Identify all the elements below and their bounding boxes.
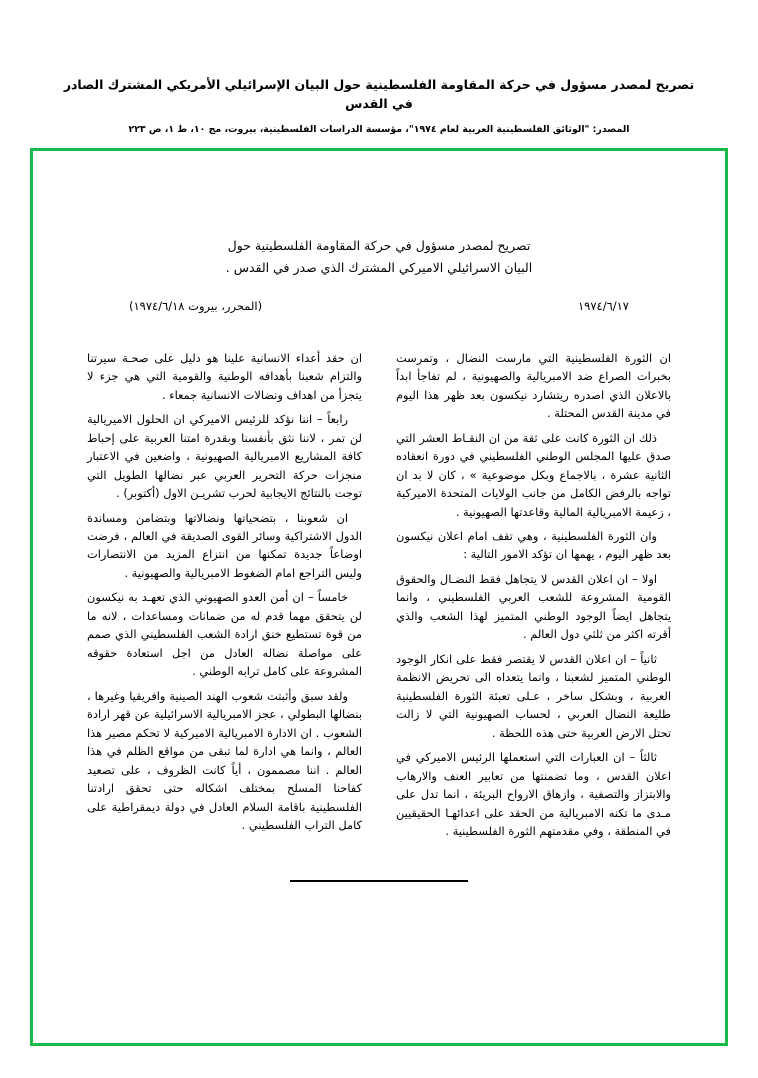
paragraph: ثالثاً – ان العبارات التي استعملها الرئيس الاميركي في اعلان القدس ، وما تضمنتها من تعابير العنف والارهاب والابتزاز والتصفية ، وازهاق الارواح البريئة ، انما تدل على مـدى ما تكنه الامبريالية من الحقد على اعدائهـا الحقيقيين في المنطقة ، وفي مقدمتهم الثورة الفلسطينية .	[396, 750, 671, 838]
column-right	[396, 349, 671, 847]
paragraph: ان حقد أعداء الانسانية علينا هو دليل على صحـة سيرتنا والتزام شعبنا بأهدافه الوطنية والقومية التي هي جزء لا يتجزأ من اهداف ونضالات الانسانية جمعاء .	[87, 350, 362, 402]
two-column-layout	[87, 349, 671, 847]
document-source-line: المصدر: "الوثائق الفلسطينية العربية لعام ١٩٧٤"، مؤسسة الدراسات الفلسطينية، بيروت، مج ١٠، ط ١، ص ٢٢٣	[128, 123, 630, 135]
paragraph: ان الثورة الفلسطينية التي مارست النضال ، وتمرست بخبرات الصراع ضد الامبريالية والصهيونية ، لم تفاجأ ابداً بالاعلان الذي اصدره ريتشارد نيكسون بعد ظهر هذا اليوم في مدينة القدس المحتلة .	[396, 350, 671, 421]
paragraph: وان الثورة الفلسطينية ، وهي تقف امام اعلان نيكسون بعد ظهر اليوم ، يهمها ان تؤكد الامور التالية :	[396, 528, 671, 562]
article-date: ١٩٧٤/٦/١٧	[578, 298, 629, 313]
article-title	[186, 235, 571, 279]
paragraph: رابعاً – اننا نؤكد للرئيس الاميركي ان الحلول الاميريالية لن تمر ، لاننا نثق بأنفسنا وبقدرة امتنا العربية على إحباط كافة المشاريع الامبريالية الصهيونية ، واضعين في الاعتبار منجزات حركة التحرير العربي عبر نضالها الطويل التي توجت بالنتائج الايجابية لحرب تشريـن الاول (أكتوبر) .	[87, 412, 362, 501]
document-title: تصريح لمصدر مسؤول في حركة المقاومة الفلسطينية حول البيان الإسرائيلي الأمريكي المشترك الصادر في القدس	[63, 77, 695, 111]
article-title-line-2: البيان الاسرائيلي الاميركي المشترك الذي صدر في القدس .	[225, 259, 533, 275]
article-editor-note: (المحرر، بيروت ١٩٧٤/٦/١٨)	[129, 298, 263, 313]
paragraph: خامساً – ان أمن العدو الصهيوني الذي تعهـد به نيكسون لن يتحقق مهما قدم له من ضمانات ومساعدات ، لانه ما من قوة تستطيع خنق ارادة الشعب الفلسطيني الذي صمم على مواصلة نضاله العادل من اجل استعادة حقوقه المشروعة على كامل ترابه الوطني .	[87, 590, 362, 679]
paragraph: ثانياً – ان اعلان القدس لا يقتصر فقط على انكار الوجود الوطني المتميز لشعبنا ، وانما يتعداه الى تحريض الانظمة العربية ، وبشكل ساخر ، عـلى تعبئة الثورة الفلسطينية طليعة النضال العربي ، لحساب الصهيونية التي لا زالت تحتل الارض العربية حتى هذه اللحظة .	[396, 651, 671, 740]
page-header	[0, 0, 758, 136]
article-title-line-1: تصريح لمصدر مسؤول في حركة المقاومة الفلسطينية حول	[227, 238, 531, 253]
paragraph: اولا – ان اعلان القدس لا يتجاهل فقط النضـال والحقوق القومية المشروعة للشعب العربي الفلسطيني ، وانما يتجاهل ايضاً الوجود الوطني المتميز لهذا الشعب والذي أقرته اكثر من ثلثي دول العالم .	[396, 571, 671, 642]
paragraph: ذلك ان الثورة كانت على ثقة من ان النقـاط العشر التي صدق عليها المجلس الوطني الفلسطيني في دورة انعقاده الثانية عشرة ، بالاجماع وبكل موضوعية » ، كان لا بد ان تواجه بالرفض الكامل من جانب الولايات المتحدة الاميركية ، زعيمة الامبريالية المالية وقاعدتها الصهيونية .	[396, 430, 671, 519]
article-body	[33, 151, 725, 1043]
article-meta	[129, 299, 629, 313]
paragraph: ولقد سبق وأثبتت شعوب الهند الصينية وافريقيا وغيرها ، بنضالها البطولي ، عجز الامبريالية الاسرائيلية عن قهر ارادة الشعوب . ان الادارة الامبريالية الاميركية لا تحكم مصير هذا العالم ، وانما هي ادارة لما تبقى من مواقع الظلم في هذا العالم . اننا مصممون ، أياً كانت الظروف ، على تصعيد كفاحنا المسلح بمختلف اشكاله حتى تحقق ارادتنا الفلسطينية باقامة السلام العادل في دولة ديمقراطية على كامل التراب الفلسطيني .	[87, 688, 362, 832]
paragraph: ان شعوبنا ، بتضحياتها ونضالاتها وبتضامن ومساندة الدول الاشتراكية وسائر القوى الصديقة في العالم ، فرضت اوضاعاً جديدة تمكنها من انتزاع المزيد من الانتصارات وليس التراجع امام الضغوط الامبريالية والصهيونية .	[87, 510, 362, 580]
green-border-frame	[30, 148, 728, 1046]
column-left	[87, 349, 362, 847]
section-divider	[290, 880, 468, 882]
